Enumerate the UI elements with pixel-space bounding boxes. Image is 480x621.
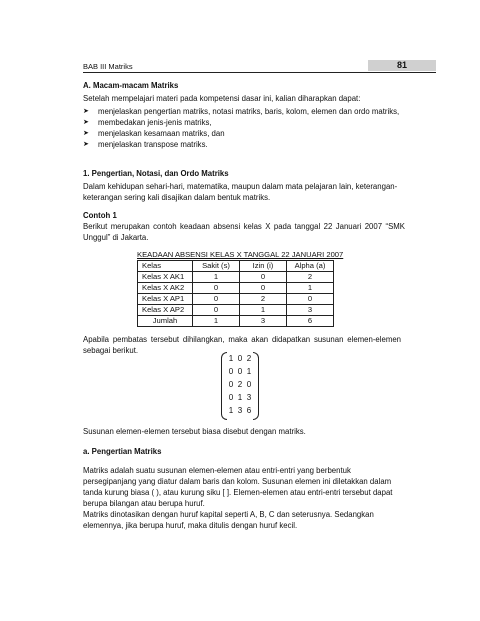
subsection-title: a. Pengertian Matriks [83, 447, 162, 456]
right-parenthesis [253, 352, 259, 420]
table-cell: 1 [287, 283, 334, 294]
example-text: Berikut merupakan contoh keadaan absensi kelas X pada tanggal 22 Januari 2007 “SMK Unggul” di Jakarta. [83, 222, 405, 242]
section-a-intro: Setelah mempelajari materi pada kompetensi dasar ini, kalian diharapkan dapat: [83, 94, 361, 103]
table-cell: 0 [240, 272, 287, 283]
list-item: ➤ menjelaskan transpose matriks. [83, 140, 208, 149]
table-cell: 3 [240, 316, 287, 327]
table-cell: Kelas X AP1 [138, 294, 193, 305]
table-row [138, 294, 334, 305]
arrow-bullet-icon: ➤ [83, 108, 89, 115]
table-header-row [138, 261, 334, 272]
header-rule [83, 72, 436, 73]
table-cell: 0 [193, 283, 240, 294]
table-row [138, 272, 334, 283]
table-header-cell: Kelas [138, 261, 193, 272]
table-cell: 0 [240, 283, 287, 294]
matrix-row: 1 0 2 [228, 354, 252, 363]
after-table-text: Apabila pembatas tersebut dihilangkan, maka akan didapatkan susunan elemen-elemen sebagai berikut. [83, 335, 401, 355]
table-total-row [138, 316, 334, 327]
list-item: ➤ membedakan jenis-jenis matriks, [83, 118, 212, 127]
after-matrix-text: Susunan elemen-elemen tersebut biasa disebut dengan matriks. [83, 427, 306, 436]
arrow-bullet-icon: ➤ [83, 119, 89, 126]
table-cell: 1 [193, 316, 240, 327]
table-cell: 1 [240, 305, 287, 316]
table-cell: Kelas X AK1 [138, 272, 193, 283]
list-item: ➤ menjelaskan pengertian matriks, notasi matriks, baris, kolom, elemen dan ordo matriks, [83, 107, 400, 116]
matrix-row: 0 0 1 [228, 367, 252, 376]
table-row [138, 283, 334, 294]
table-cell: 0 [193, 305, 240, 316]
table-row [138, 305, 334, 316]
attendance-table [137, 260, 334, 327]
table-title: KEADAAN ABSENSI KELAS X TANGGAL 22 JANUARI 2007 [137, 250, 344, 259]
arrow-bullet-icon: ➤ [83, 141, 89, 148]
table-cell: Kelas X AK2 [138, 283, 193, 294]
table-cell: 6 [287, 316, 334, 327]
table-cell: 0 [287, 294, 334, 305]
matrix-row: 0 1 3 [228, 393, 252, 402]
table-cell: 2 [287, 272, 334, 283]
table-cell: 3 [287, 305, 334, 316]
table-cell: Kelas X AP2 [138, 305, 193, 316]
matrix-row: 1 3 6 [228, 406, 252, 415]
table-cell: 1 [193, 272, 240, 283]
matrix [221, 352, 259, 418]
table-header-cell: Izin (i) [240, 261, 287, 272]
example-title: Contoh 1 [83, 211, 117, 220]
notation-paragraph: Matriks dinotasikan dengan huruf kapital seperti A, B, C dan seterusnya. Sedangkan elemennya, jika berupa huruf, maka ditulis dengan huruf kecil. [83, 510, 374, 530]
section-1-title: 1. Pengertian, Notasi, dan Ordo Matriks [83, 169, 229, 178]
definition-paragraph: Matriks adalah suatu susunan elemen-elemen atau entri-entri yang berbentuk persegipanjang yang diatur dalam baris dan kolom. Susunan elemen ini diletakkan dalam tanda kurung biasa ( ), atau kurung siku [ ]. Elemen-elemen atau entri-entri tersebut dapat berupa bilangan atau berupa huruf. [83, 466, 393, 508]
matrix-row: 0 2 0 [228, 380, 252, 389]
table-cell: 2 [240, 294, 287, 305]
table-cell: 0 [193, 294, 240, 305]
objectives-list [83, 106, 413, 150]
section-a-title: A. Macam-macam Matriks [83, 81, 179, 90]
table-cell: Jumlah [138, 316, 193, 327]
chapter-header: BAB III Matriks [83, 62, 133, 71]
arrow-bullet-icon: ➤ [83, 130, 89, 137]
page-number: 81 [368, 60, 436, 71]
section-1-paragraph: Dalam kehidupan sehari-hari, matematika, maupun dalam mata pelajaran lain, keterangan-keterangan sering kali disajikan dalam bentuk matriks. [83, 182, 398, 202]
table-header-cell: Alpha (a) [287, 261, 334, 272]
list-item: ➤ menjelaskan kesamaan matriks, dan [83, 129, 225, 138]
table-header-cell: Sakit (s) [193, 261, 240, 272]
